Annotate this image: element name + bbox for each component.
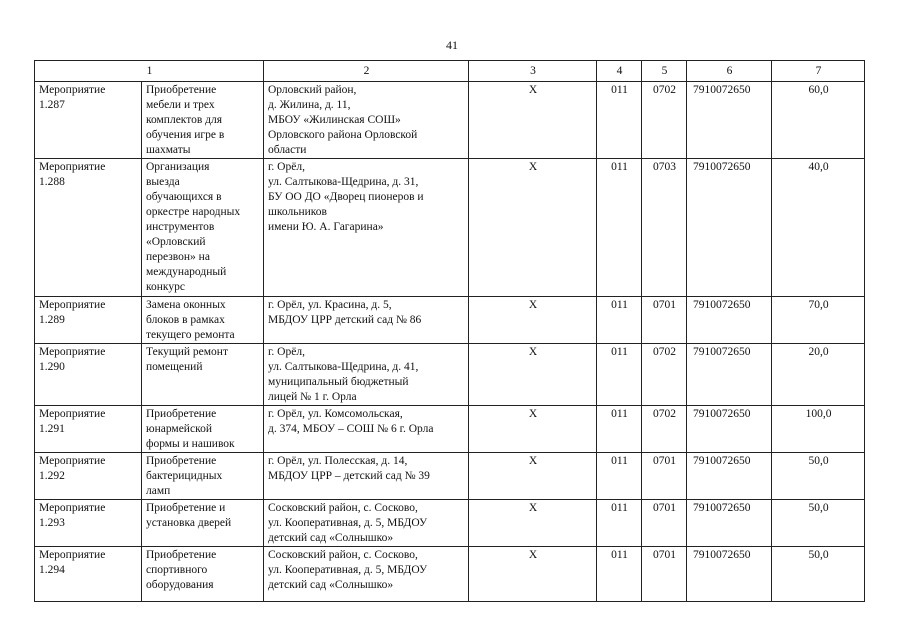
header-row xyxy=(35,61,865,82)
amount-cell: 60,0 xyxy=(772,82,865,159)
table-body xyxy=(35,82,865,602)
code-cell: 011 xyxy=(597,406,642,453)
table-row xyxy=(35,297,865,344)
target-code-cell: 7910072650 xyxy=(687,82,772,159)
header-cell-1: 1 xyxy=(35,61,264,82)
event-cell: Мероприятие 1.291 xyxy=(35,406,142,453)
page-number: 41 xyxy=(446,38,458,52)
section-code-cell: 0701 xyxy=(642,547,687,602)
description-cell: Приобретение юнармейской формы и нашивок xyxy=(142,406,264,453)
address-cell: г. Орёл, ул. Полесская, д. 14, МБДОУ ЦРР – детский сад № 39 xyxy=(264,453,469,500)
mark-cell: X xyxy=(469,547,597,602)
mark-cell: X xyxy=(469,159,597,297)
mark-cell: X xyxy=(469,297,597,344)
amount-cell: 50,0 xyxy=(772,453,865,500)
address-cell: г. Орёл, ул. Салтыкова-Щедрина, д. 41, муниципальный бюджетный лицей № 1 г. Орла xyxy=(264,344,469,406)
table-row xyxy=(35,547,865,602)
section-code-cell: 0702 xyxy=(642,344,687,406)
address-cell: г. Орёл, ул. Комсомольская, д. 374, МБОУ – СОШ № 6 г. Орла xyxy=(264,406,469,453)
description-cell: Приобретение и установка дверей xyxy=(142,500,264,547)
table-row xyxy=(35,453,865,500)
header-cell-2: 2 xyxy=(264,61,469,82)
target-code-cell: 7910072650 xyxy=(687,159,772,297)
section-code-cell: 0702 xyxy=(642,406,687,453)
description-cell: Приобретение бактерицидных ламп xyxy=(142,453,264,500)
address-cell: Сосковский район, с. Сосково, ул. Кооперативная, д. 5, МБДОУ детский сад «Солнышко» xyxy=(264,547,469,602)
description-cell: Организация выезда обучающихся в оркестре народных инструментов «Орловский перезвон» на международный конкурс xyxy=(142,159,264,297)
amount-cell: 40,0 xyxy=(772,159,865,297)
table-row xyxy=(35,344,865,406)
table-row xyxy=(35,406,865,453)
code-cell: 011 xyxy=(597,344,642,406)
target-code-cell: 7910072650 xyxy=(687,547,772,602)
event-cell: Мероприятие 1.294 xyxy=(35,547,142,602)
code-cell: 011 xyxy=(597,159,642,297)
address-cell: Сосковский район, с. Сосково, ул. Кооперативная, д. 5, МБДОУ детский сад «Солнышко» xyxy=(264,500,469,547)
event-cell: Мероприятие 1.289 xyxy=(35,297,142,344)
section-code-cell: 0703 xyxy=(642,159,687,297)
amount-cell: 50,0 xyxy=(772,500,865,547)
section-code-cell: 0701 xyxy=(642,297,687,344)
header-cell-7: 7 xyxy=(772,61,865,82)
address-cell: г. Орёл, ул. Красина, д. 5, МБДОУ ЦРР детский сад № 86 xyxy=(264,297,469,344)
header-cell-6: 6 xyxy=(687,61,772,82)
event-cell: Мероприятие 1.292 xyxy=(35,453,142,500)
header-cell-5: 5 xyxy=(642,61,687,82)
event-cell: Мероприятие 1.293 xyxy=(35,500,142,547)
target-code-cell: 7910072650 xyxy=(687,406,772,453)
mark-cell: X xyxy=(469,82,597,159)
target-code-cell: 7910072650 xyxy=(687,500,772,547)
events-table xyxy=(34,60,865,602)
target-code-cell: 7910072650 xyxy=(687,297,772,344)
description-cell: Текущий ремонт помещений xyxy=(142,344,264,406)
amount-cell: 50,0 xyxy=(772,547,865,602)
event-cell: Мероприятие 1.288 xyxy=(35,159,142,297)
section-code-cell: 0702 xyxy=(642,82,687,159)
event-cell: Мероприятие 1.287 xyxy=(35,82,142,159)
table-row xyxy=(35,500,865,547)
mark-cell: X xyxy=(469,344,597,406)
event-cell: Мероприятие 1.290 xyxy=(35,344,142,406)
section-code-cell: 0701 xyxy=(642,500,687,547)
amount-cell: 20,0 xyxy=(772,344,865,406)
description-cell: Приобретение мебели и трех комплектов для обучения игре в шахматы xyxy=(142,82,264,159)
address-cell: г. Орёл, ул. Салтыкова-Щедрина, д. 31, БУ ОО ДО «Дворец пионеров и школьников имени Ю. А. Гагарина» xyxy=(264,159,469,297)
mark-cell: X xyxy=(469,453,597,500)
description-cell: Замена оконных блоков в рамках текущего ремонта xyxy=(142,297,264,344)
section-code-cell: 0701 xyxy=(642,453,687,500)
code-cell: 011 xyxy=(597,500,642,547)
address-cell: Орловский район, д. Жилина, д. 11, МБОУ «Жилинская СОШ» Орловского района Орловской области xyxy=(264,82,469,159)
table-row xyxy=(35,159,865,297)
amount-cell: 100,0 xyxy=(772,406,865,453)
mark-cell: X xyxy=(469,406,597,453)
description-cell: Приобретение спортивного оборудования xyxy=(142,547,264,602)
code-cell: 011 xyxy=(597,453,642,500)
code-cell: 011 xyxy=(597,82,642,159)
header-cell-4: 4 xyxy=(597,61,642,82)
mark-cell: X xyxy=(469,500,597,547)
code-cell: 011 xyxy=(597,297,642,344)
code-cell: 011 xyxy=(597,547,642,602)
target-code-cell: 7910072650 xyxy=(687,344,772,406)
amount-cell: 70,0 xyxy=(772,297,865,344)
header-cell-3: 3 xyxy=(469,61,597,82)
table-row xyxy=(35,82,865,159)
target-code-cell: 7910072650 xyxy=(687,453,772,500)
